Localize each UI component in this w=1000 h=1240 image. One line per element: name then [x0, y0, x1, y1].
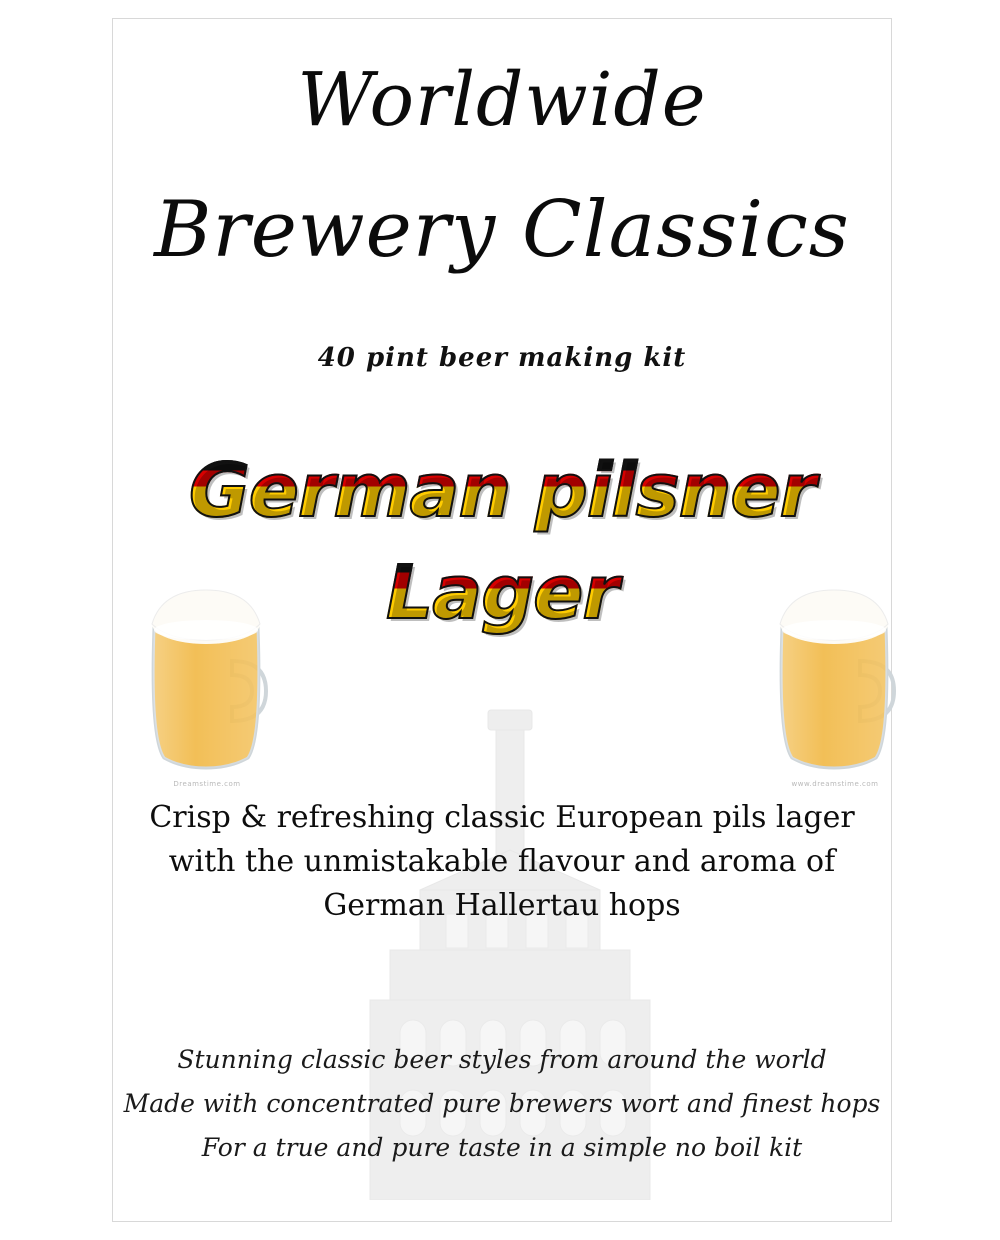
- description-line-3: German Hallertau hops: [323, 888, 681, 923]
- product-description: [112, 796, 892, 928]
- beer-name-line-1: German pilsner: [112, 448, 892, 534]
- kit-subtitle: 40 pint beer making kit: [317, 343, 687, 373]
- footer-line-1: Stunning classic beer styles from around the world: [177, 1045, 827, 1074]
- footer-line-2: Made with concentrated pure brewers wort and finest hops: [123, 1089, 881, 1118]
- description-line-2: with the unmistakable flavour and aroma of: [168, 844, 836, 879]
- brand-title-line-1: Worldwide: [297, 57, 707, 143]
- brand-title-line-2: Brewery Classics: [154, 185, 850, 275]
- label-content: [112, 18, 892, 1222]
- beer-name-line-2: Lager: [112, 550, 892, 636]
- description-line-1: Crisp & refreshing classic European pils lager: [149, 800, 855, 835]
- beer-mug-right-image: [760, 566, 910, 788]
- footer-line-3: For a true and pure taste in a simple no boil kit: [201, 1133, 803, 1162]
- footer-tagline: [112, 1038, 892, 1170]
- mug-right-watermark-caption: www.dreamstime.com: [791, 780, 879, 788]
- beer-mug-left-image: [132, 566, 282, 788]
- mug-left-watermark-caption: Dreamstime.com: [173, 780, 241, 788]
